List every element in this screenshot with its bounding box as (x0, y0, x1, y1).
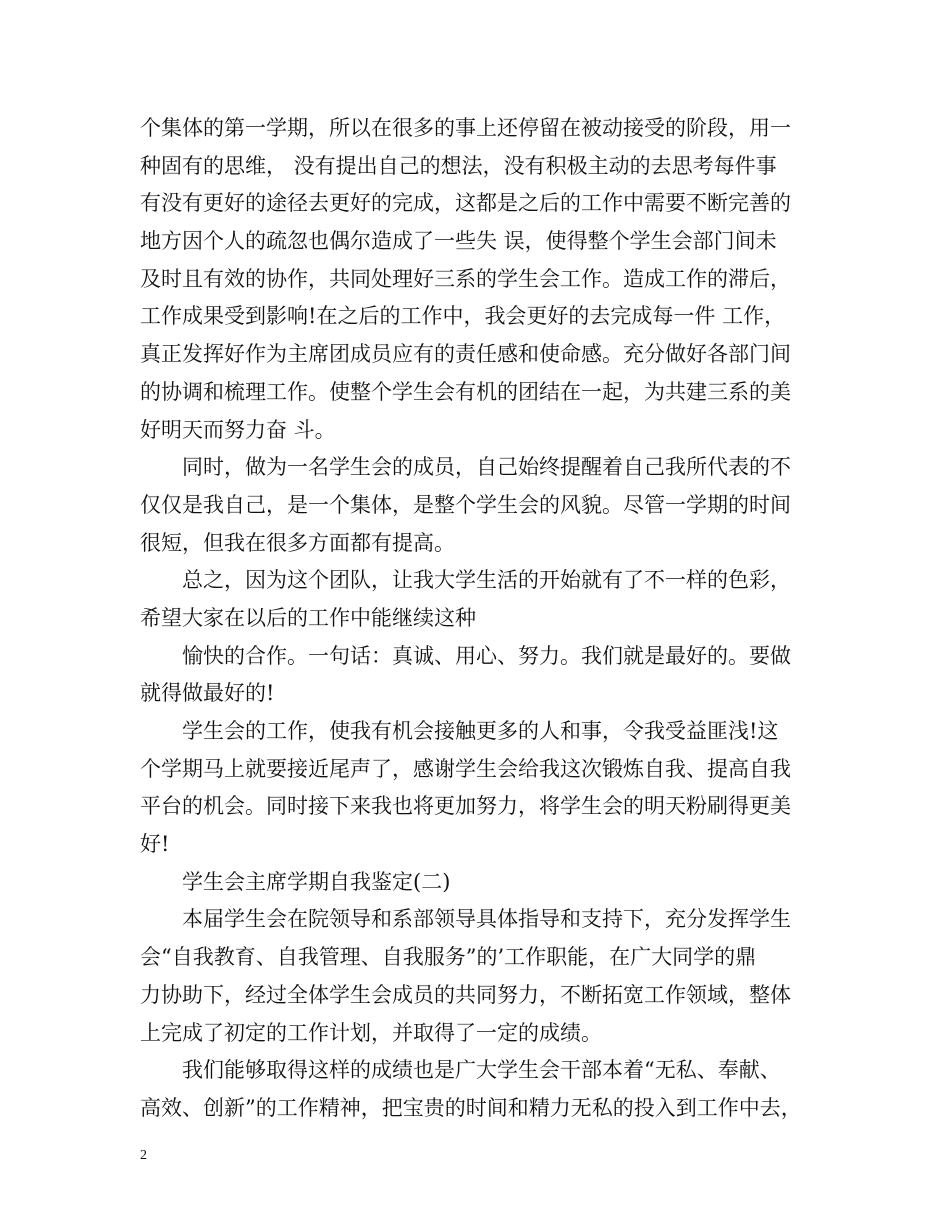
text-line: 就得做最好的! (140, 681, 275, 706)
text-line: 同时，做为一名学生会的成员，自己始终提醒着自己我所代表的不 (182, 455, 791, 480)
text-line: 仅仅是我自己，是一个集体，是整个学生会的风貌。尽管一学期的时间 (140, 492, 791, 517)
text-line: 学生会主席学期自我鉴定(二) (182, 869, 451, 894)
text-line: 本届学生会在院领导和系部领导具体指导和支持下，充分发挥学生 (182, 907, 791, 932)
text-line: 愉快的合作。一句话：真诚、用心、努力。我们就是最好的。要做 (182, 643, 791, 668)
text-line: 地方因个人的疏忽也偶尔造成了一些失 误，使得整个学生会部门间未 (140, 229, 777, 254)
page-number: 2 (140, 1148, 147, 1163)
text-line: 很短，但我在很多方面都有提高。 (140, 530, 455, 555)
text-line: 好明天而努力奋 斗。 (140, 417, 336, 442)
text-line: 好! (140, 832, 170, 857)
body-text (140, 110, 820, 1128)
text-line: 种固有的思维， 没有提出自己的想法，没有积极主动的去思考每件事 (140, 153, 777, 178)
text-line: 学生会的工作，使我有机会接触更多的人和事，令我受益匪浅!这 (182, 719, 779, 743)
text-line: 上完成了初定的工作计划，并取得了一定的成绩。 (140, 1020, 602, 1045)
text-line: 个学期马上就要接近尾声了，感谢学生会给我这次锻炼自我、提高自我 (140, 756, 791, 781)
text-line: 有没有更好的途径去更好的完成，这都是之后的工作中需要不断完善的 (140, 191, 791, 216)
text-line: 希望大家在以后的工作中能继续这种 (140, 605, 476, 630)
text-line: 会“自我教育、自我管理、自我服务”的’工作职能，在广大同学的鼎 (140, 945, 757, 970)
text-line: 真正发挥好作为主席团成员应有的责任感和使命感。充分做好各部门间 (140, 342, 791, 367)
text-line: 平台的机会。同时接下来我也将更加努力，将学生会的明天粉刷得更美 (140, 794, 791, 819)
text-line: 高效、创新”的工作精神，把宝贵的时间和精力无私的投入到工作中去， (140, 1095, 802, 1120)
text-line: 及时且有效的协作，共同处理好三系的学生会工作。造成工作的滞后， (140, 266, 791, 291)
text-line: 力协助下，经过全体学生会成员的共同努力，不断拓宽工作领域，整体 (140, 982, 791, 1007)
text-line: 我们能够取得这样的成绩也是广大学生会干部本着“无私、奉献、 (182, 1058, 781, 1083)
text-line: 的协调和梳理工作。使整个学生会有机的团结在一起，为共建三系的美 (140, 379, 791, 404)
text-line: 总之，因为这个团队，让我大学生活的开始就有了不一样的色彩， (182, 568, 791, 593)
text-line: 个集体的第一学期，所以在很多的事上还停留在被动接受的阶段，用一 (140, 116, 791, 140)
text-line: 工作成果受到影响!在之后的工作中，我会更好的去完成每一件 工作， (140, 304, 786, 329)
